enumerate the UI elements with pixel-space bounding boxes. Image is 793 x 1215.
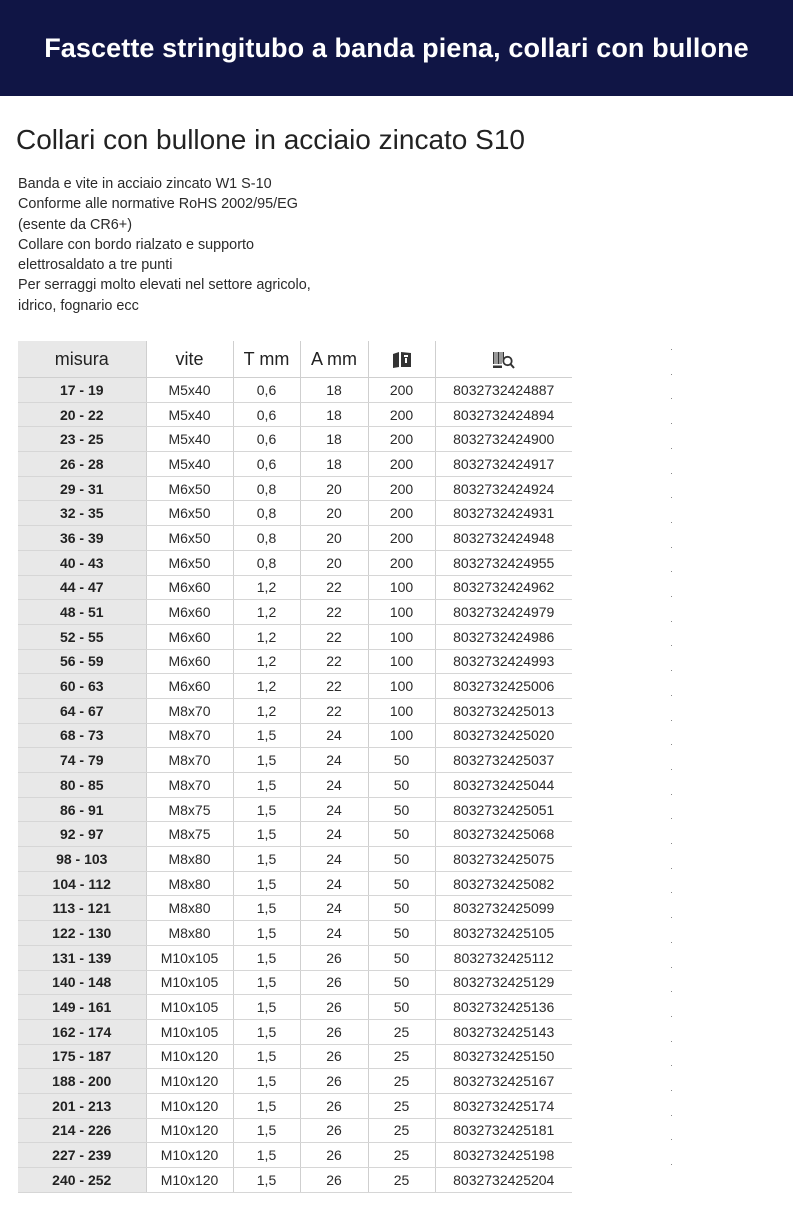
table-row (18, 921, 572, 946)
size-cell: 240 - 252 (18, 1168, 146, 1193)
thickness-cell: 1,2 (233, 575, 300, 600)
thickness-cell: 1,5 (233, 723, 300, 748)
screw-cell: M6x50 (146, 550, 233, 575)
table-row (18, 452, 572, 477)
size-cell: 26 - 28 (18, 452, 146, 477)
spec-table (18, 341, 572, 1193)
row-marker-dot (671, 818, 672, 819)
pack-qty-cell: 50 (368, 847, 435, 872)
product-description (18, 174, 378, 316)
width-cell: 22 (300, 698, 368, 723)
pack-qty-cell: 25 (368, 1019, 435, 1044)
screw-cell: M10x120 (146, 1118, 233, 1143)
thickness-cell: 1,5 (233, 797, 300, 822)
barcode-cell: 8032732425013 (435, 698, 572, 723)
barcode-cell: 8032732424979 (435, 600, 572, 625)
thickness-cell: 1,2 (233, 649, 300, 674)
thickness-cell: 0,8 (233, 501, 300, 526)
pack-qty-cell: 100 (368, 674, 435, 699)
table-row (18, 797, 572, 822)
thickness-cell: 1,5 (233, 921, 300, 946)
table-row (18, 723, 572, 748)
barcode-cell: 8032732425181 (435, 1118, 572, 1143)
row-marker-dot (671, 695, 672, 696)
pack-qty-cell: 50 (368, 822, 435, 847)
table-row (18, 674, 572, 699)
screw-cell: M8x70 (146, 698, 233, 723)
size-cell: 32 - 35 (18, 501, 146, 526)
width-cell: 24 (300, 723, 368, 748)
width-cell: 18 (300, 427, 368, 452)
barcode-cell: 8032732425204 (435, 1168, 572, 1193)
row-marker-dot (671, 670, 672, 671)
table-row (18, 822, 572, 847)
pack-qty-cell: 200 (368, 452, 435, 477)
pack-qty-cell: 200 (368, 378, 435, 403)
barcode-cell: 8032732425006 (435, 674, 572, 699)
table-row (18, 698, 572, 723)
size-cell: 188 - 200 (18, 1069, 146, 1094)
description-line: elettrosaldato a tre punti (18, 257, 173, 274)
row-marker-dot (671, 497, 672, 498)
thickness-cell: 1,5 (233, 871, 300, 896)
table-row (18, 624, 572, 649)
table-row (18, 550, 572, 575)
table-row (18, 1069, 572, 1094)
thickness-cell: 1,5 (233, 1069, 300, 1094)
barcode-cell: 8032732425129 (435, 970, 572, 995)
row-marker-dot (671, 967, 672, 968)
width-cell: 20 (300, 501, 368, 526)
column-header-t-mm: T mm (233, 341, 300, 378)
pack-qty-cell: 25 (368, 1143, 435, 1168)
thickness-cell: 0,6 (233, 427, 300, 452)
table-row (18, 847, 572, 872)
size-cell: 80 - 85 (18, 773, 146, 798)
size-cell: 175 - 187 (18, 1044, 146, 1069)
barcode-cell: 8032732425020 (435, 723, 572, 748)
table-row (18, 995, 572, 1020)
thickness-cell: 1,5 (233, 847, 300, 872)
thickness-cell: 1,5 (233, 896, 300, 921)
pack-qty-cell: 50 (368, 748, 435, 773)
thickness-cell: 0,8 (233, 550, 300, 575)
column-header-a-mm: A mm (300, 341, 368, 378)
barcode-cell: 8032732425112 (435, 945, 572, 970)
pack-qty-cell: 50 (368, 797, 435, 822)
screw-cell: M8x75 (146, 797, 233, 822)
width-cell: 26 (300, 1069, 368, 1094)
barcode-cell: 8032732425143 (435, 1019, 572, 1044)
barcode-cell: 8032732425167 (435, 1069, 572, 1094)
table-row (18, 1019, 572, 1044)
screw-cell: M6x60 (146, 575, 233, 600)
thickness-cell: 1,5 (233, 945, 300, 970)
barcode-cell: 8032732425099 (435, 896, 572, 921)
barcode-cell: 8032732425044 (435, 773, 572, 798)
screw-cell: M6x50 (146, 526, 233, 551)
thickness-cell: 1,2 (233, 674, 300, 699)
width-cell: 22 (300, 575, 368, 600)
screw-cell: M10x120 (146, 1069, 233, 1094)
size-cell: 92 - 97 (18, 822, 146, 847)
row-marker-dot (671, 892, 672, 893)
product-title: Collari con bullone in acciaio zincato S10 (16, 124, 525, 155)
width-cell: 26 (300, 1093, 368, 1118)
barcode-cell: 8032732424986 (435, 624, 572, 649)
thickness-cell: 1,5 (233, 1143, 300, 1168)
width-cell: 26 (300, 1019, 368, 1044)
pack-qty-cell: 100 (368, 600, 435, 625)
table-row (18, 526, 572, 551)
pack-qty-cell: 25 (368, 1118, 435, 1143)
thickness-cell: 1,5 (233, 970, 300, 995)
description-line: Per serraggi molto elevati nel settore agricolo, (18, 277, 311, 294)
thickness-cell: 0,6 (233, 378, 300, 403)
table-row (18, 501, 572, 526)
width-cell: 24 (300, 847, 368, 872)
row-marker-dot (671, 1090, 672, 1091)
pack-qty-cell: 200 (368, 501, 435, 526)
width-cell: 24 (300, 797, 368, 822)
row-marker-dot (671, 547, 672, 548)
width-cell: 24 (300, 773, 368, 798)
screw-cell: M10x105 (146, 995, 233, 1020)
screw-cell: M5x40 (146, 402, 233, 427)
size-cell: 64 - 67 (18, 698, 146, 723)
row-marker-dot (671, 942, 672, 943)
screw-cell: M10x120 (146, 1044, 233, 1069)
pack-qty-cell: 25 (368, 1069, 435, 1094)
row-marker-dot (671, 522, 672, 523)
thickness-cell: 1,5 (233, 1118, 300, 1143)
width-cell: 26 (300, 1118, 368, 1143)
description-line: (esente da CR6+) (18, 216, 132, 233)
table-row (18, 748, 572, 773)
row-marker-dot (671, 720, 672, 721)
pack-qty-cell: 25 (368, 1093, 435, 1118)
table-row (18, 575, 572, 600)
size-cell: 68 - 73 (18, 723, 146, 748)
size-cell: 140 - 148 (18, 970, 146, 995)
row-marker-dot (671, 868, 672, 869)
width-cell: 24 (300, 871, 368, 896)
pack-qty-cell: 100 (368, 723, 435, 748)
width-cell: 26 (300, 1143, 368, 1168)
pack-qty-cell: 25 (368, 1044, 435, 1069)
width-cell: 18 (300, 402, 368, 427)
width-cell: 18 (300, 378, 368, 403)
screw-cell: M10x120 (146, 1168, 233, 1193)
row-marker-dot (671, 991, 672, 992)
screw-cell: M6x60 (146, 600, 233, 625)
screw-cell: M8x80 (146, 847, 233, 872)
table-row (18, 600, 572, 625)
pack-qty-cell: 200 (368, 550, 435, 575)
thickness-cell: 1,2 (233, 600, 300, 625)
barcode-cell: 8032732424962 (435, 575, 572, 600)
row-marker-dot (671, 423, 672, 424)
row-marker-dot (671, 621, 672, 622)
table-row (18, 773, 572, 798)
thickness-cell: 1,5 (233, 1044, 300, 1069)
width-cell: 26 (300, 945, 368, 970)
width-cell: 26 (300, 995, 368, 1020)
row-marker-dot (671, 374, 672, 375)
screw-cell: M8x70 (146, 773, 233, 798)
row-marker-dot (671, 744, 672, 745)
width-cell: 26 (300, 1044, 368, 1069)
column-header-vite: vite (146, 341, 233, 378)
width-cell: 24 (300, 822, 368, 847)
thickness-cell: 1,5 (233, 995, 300, 1020)
pack-qty-cell: 50 (368, 970, 435, 995)
size-cell: 162 - 174 (18, 1019, 146, 1044)
barcode-cell: 8032732424948 (435, 526, 572, 551)
pack-qty-cell: 50 (368, 921, 435, 946)
size-cell: 40 - 43 (18, 550, 146, 575)
size-cell: 104 - 112 (18, 871, 146, 896)
width-cell: 26 (300, 970, 368, 995)
pack-qty-cell: 100 (368, 649, 435, 674)
size-cell: 149 - 161 (18, 995, 146, 1020)
screw-cell: M8x80 (146, 896, 233, 921)
table-row (18, 1044, 572, 1069)
barcode-cell: 8032732424894 (435, 402, 572, 427)
row-marker-dot (671, 1139, 672, 1140)
barcode-cell: 8032732424900 (435, 427, 572, 452)
size-cell: 131 - 139 (18, 945, 146, 970)
table-row (18, 1093, 572, 1118)
pack-qty-cell: 50 (368, 995, 435, 1020)
width-cell: 20 (300, 550, 368, 575)
barcode-cell: 8032732424887 (435, 378, 572, 403)
table-row (18, 945, 572, 970)
thickness-cell: 1,5 (233, 773, 300, 798)
barcode-cell: 8032732424993 (435, 649, 572, 674)
thickness-cell: 1,5 (233, 822, 300, 847)
thickness-cell: 1,2 (233, 698, 300, 723)
barcode-cell: 8032732425068 (435, 822, 572, 847)
size-cell: 113 - 121 (18, 896, 146, 921)
description-line: idrico, fognario ecc (18, 297, 139, 314)
banner-title: Fascette stringitubo a banda piena, collari con bullone (44, 32, 749, 63)
row-marker-dot (671, 1016, 672, 1017)
table-row (18, 1168, 572, 1193)
row-marker-dot (671, 769, 672, 770)
row-marker-dot (671, 571, 672, 572)
size-cell: 29 - 31 (18, 476, 146, 501)
thickness-cell: 0,6 (233, 402, 300, 427)
size-cell: 52 - 55 (18, 624, 146, 649)
description-line: Banda e vite in acciaio zincato W1 S-10 (18, 176, 272, 192)
table-header-row (18, 341, 572, 378)
thickness-cell: 1,2 (233, 624, 300, 649)
barcode-cell: 8032732425105 (435, 921, 572, 946)
pack-qty-cell: 50 (368, 896, 435, 921)
thickness-cell: 1,5 (233, 1168, 300, 1193)
barcode-cell: 8032732425037 (435, 748, 572, 773)
size-cell: 122 - 130 (18, 921, 146, 946)
row-marker-dot (671, 349, 672, 350)
thickness-cell: 1,5 (233, 1093, 300, 1118)
table-row (18, 402, 572, 427)
width-cell: 18 (300, 452, 368, 477)
table-row (18, 970, 572, 995)
barcode-search-icon (492, 350, 516, 370)
width-cell: 24 (300, 896, 368, 921)
size-cell: 86 - 91 (18, 797, 146, 822)
width-cell: 22 (300, 649, 368, 674)
size-cell: 48 - 51 (18, 600, 146, 625)
size-cell: 74 - 79 (18, 748, 146, 773)
width-cell: 20 (300, 476, 368, 501)
size-cell: 56 - 59 (18, 649, 146, 674)
size-cell: 20 - 22 (18, 402, 146, 427)
barcode-cell: 8032732425150 (435, 1044, 572, 1069)
description-line: Conforme alle normative RoHS 2002/95/EG (18, 196, 298, 213)
thickness-cell: 1,5 (233, 1019, 300, 1044)
screw-cell: M8x75 (146, 822, 233, 847)
pack-qty-cell: 200 (368, 526, 435, 551)
screw-cell: M8x80 (146, 921, 233, 946)
barcode-cell: 8032732424924 (435, 476, 572, 501)
thickness-cell: 0,8 (233, 476, 300, 501)
pack-qty-cell: 50 (368, 871, 435, 896)
thickness-cell: 0,8 (233, 526, 300, 551)
screw-cell: M5x40 (146, 427, 233, 452)
pack-qty-cell: 50 (368, 945, 435, 970)
barcode-cell: 8032732424931 (435, 501, 572, 526)
size-cell: 36 - 39 (18, 526, 146, 551)
pack-qty-cell: 100 (368, 698, 435, 723)
pack-qty-cell: 50 (368, 773, 435, 798)
pack-qty-cell: 200 (368, 476, 435, 501)
width-cell: 20 (300, 526, 368, 551)
row-marker-dot (671, 917, 672, 918)
pack-qty-cell: 200 (368, 427, 435, 452)
size-cell: 44 - 47 (18, 575, 146, 600)
pack-qty-cell: 200 (368, 402, 435, 427)
width-cell: 22 (300, 624, 368, 649)
pack-qty-cell: 25 (368, 1168, 435, 1193)
table-row (18, 427, 572, 452)
column-header-misura: misura (18, 341, 146, 378)
table-row (18, 1143, 572, 1168)
screw-cell: M6x60 (146, 624, 233, 649)
screw-cell: M10x120 (146, 1093, 233, 1118)
size-cell: 201 - 213 (18, 1093, 146, 1118)
row-marker-dot (671, 448, 672, 449)
barcode-cell: 8032732424917 (435, 452, 572, 477)
description-line: Collare con bordo rialzato e supporto (18, 236, 254, 253)
size-cell: 17 - 19 (18, 378, 146, 403)
thickness-cell: 1,5 (233, 748, 300, 773)
barcode-cell: 8032732425198 (435, 1143, 572, 1168)
page-banner (0, 0, 793, 96)
row-marker-dot (671, 1041, 672, 1042)
screw-cell: M8x70 (146, 723, 233, 748)
table-row (18, 649, 572, 674)
column-header-pack (368, 341, 435, 378)
screw-cell: M5x40 (146, 452, 233, 477)
table-row (18, 378, 572, 403)
barcode-cell: 8032732425075 (435, 847, 572, 872)
row-marker-dot (671, 1065, 672, 1066)
row-marker-dot (671, 645, 672, 646)
screw-cell: M6x50 (146, 476, 233, 501)
size-cell: 227 - 239 (18, 1143, 146, 1168)
pack-qty-cell: 100 (368, 624, 435, 649)
barcode-cell: 8032732425136 (435, 995, 572, 1020)
size-cell: 60 - 63 (18, 674, 146, 699)
screw-cell: M8x80 (146, 871, 233, 896)
thickness-cell: 0,6 (233, 452, 300, 477)
screw-cell: M10x120 (146, 1143, 233, 1168)
screw-cell: M10x105 (146, 970, 233, 995)
width-cell: 24 (300, 921, 368, 946)
pack-qty-cell: 100 (368, 575, 435, 600)
row-marker-dot (671, 596, 672, 597)
row-marker-dot (671, 398, 672, 399)
screw-cell: M10x105 (146, 1019, 233, 1044)
row-marker-dot (671, 1115, 672, 1116)
screw-cell: M10x105 (146, 945, 233, 970)
barcode-cell: 8032732425082 (435, 871, 572, 896)
barcode-cell: 8032732425174 (435, 1093, 572, 1118)
width-cell: 24 (300, 748, 368, 773)
screw-cell: M6x60 (146, 649, 233, 674)
screw-cell: M6x50 (146, 501, 233, 526)
table-body (18, 378, 572, 1193)
row-marker-dot (671, 843, 672, 844)
screw-cell: M5x40 (146, 378, 233, 403)
table-row (18, 871, 572, 896)
screw-cell: M6x60 (146, 674, 233, 699)
row-marker-dot (671, 794, 672, 795)
table-row (18, 1118, 572, 1143)
size-cell: 98 - 103 (18, 847, 146, 872)
column-header-barcode (435, 341, 572, 378)
barcode-cell: 8032732424955 (435, 550, 572, 575)
barcode-cell: 8032732425051 (435, 797, 572, 822)
table-row (18, 896, 572, 921)
width-cell: 22 (300, 674, 368, 699)
screw-cell: M8x70 (146, 748, 233, 773)
row-marker-dot (671, 473, 672, 474)
row-marker-dot (671, 1164, 672, 1165)
package-quantity-icon (392, 351, 412, 369)
size-cell: 214 - 226 (18, 1118, 146, 1143)
size-cell: 23 - 25 (18, 427, 146, 452)
table-row (18, 476, 572, 501)
width-cell: 22 (300, 600, 368, 625)
width-cell: 26 (300, 1168, 368, 1193)
